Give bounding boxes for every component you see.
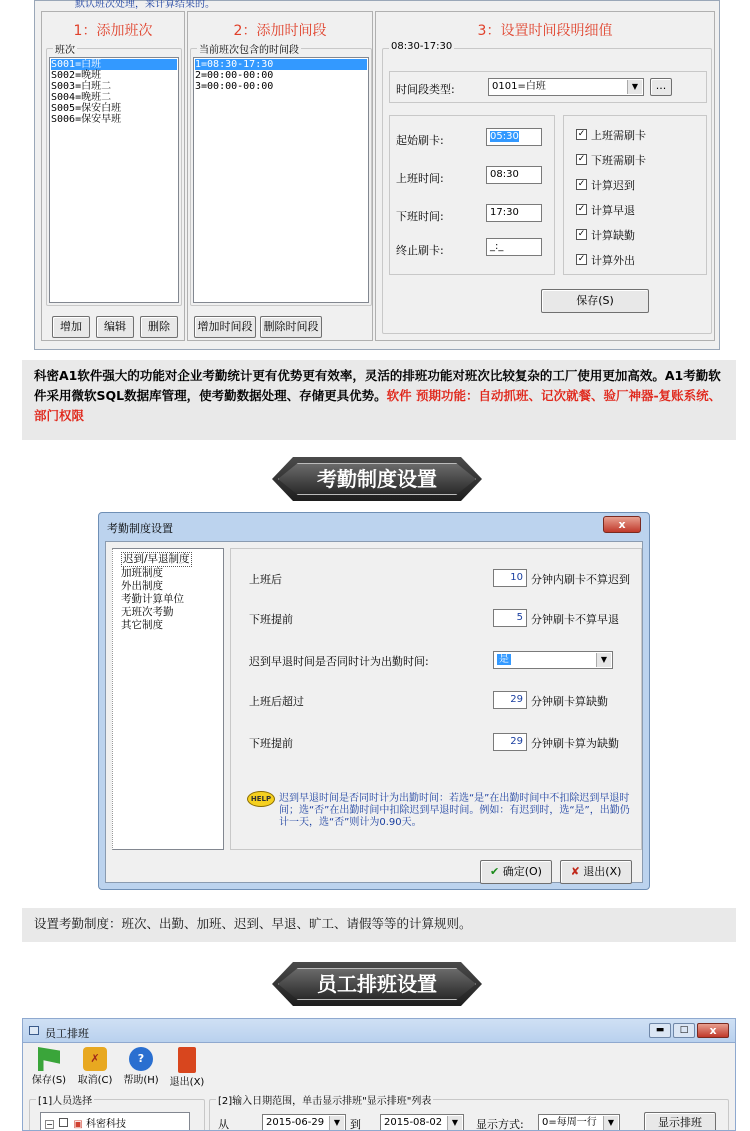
- rules-titlebar: [99, 513, 649, 539]
- help-badge-text: HELP: [250, 795, 272, 803]
- list-item[interactable]: S004=晚班二: [51, 92, 112, 103]
- rules-body: [105, 541, 643, 883]
- ok-button-label: 确定(O): [502, 865, 542, 878]
- combined-value: 是: [499, 654, 509, 665]
- absent-late-input[interactable]: 29: [493, 691, 527, 709]
- rule-suffix: 分钟刷卡不算早退: [531, 613, 619, 626]
- chevron-down-icon[interactable]: ▼: [627, 80, 642, 94]
- work-start-label: 上班时间:: [396, 172, 444, 185]
- combined-label: 迟到早退时间是否同时计为出勤时间:: [249, 655, 429, 668]
- toolbar-save[interactable]: [31, 1047, 67, 1091]
- option-label: 计算缺勤: [591, 228, 635, 242]
- chevron-down-icon[interactable]: ▼: [596, 653, 611, 667]
- period-type-select[interactable]: [488, 78, 644, 96]
- period-type-label: 时间段类型:: [396, 83, 455, 96]
- toolbar-help[interactable]: [123, 1047, 159, 1091]
- toolbar-cancel[interactable]: [77, 1047, 113, 1091]
- delete-period-button[interactable]: 删除时间段: [260, 316, 322, 338]
- work-end-input[interactable]: 17:30: [486, 204, 542, 222]
- absent-early-input[interactable]: 29: [493, 733, 527, 751]
- tree-item[interactable]: 迟到/早退制度: [123, 553, 190, 565]
- close-icon: ✘: [570, 865, 580, 878]
- delete-shift-button[interactable]: 删除: [140, 316, 178, 338]
- rules-window-title: 考勤制度设置: [107, 522, 173, 535]
- schedule-toolbar: [31, 1047, 205, 1091]
- tree-item[interactable]: 加班制度: [121, 567, 163, 579]
- list-item[interactable]: S001=白班: [51, 59, 177, 70]
- maximize-button[interactable]: [673, 1023, 695, 1038]
- time-box: [389, 115, 555, 275]
- period-type-box: [389, 71, 707, 103]
- description-1-text: 科密A1软件强大的功能对企业考勤统计更有优势更有效率，灵活的排班功能对班次比较复杂的工厂使用更加高效。A1考勤软件采用微软SQL数据库管理，使考勤数据处理、存储更具优势。: [34, 368, 721, 403]
- exit-button[interactable]: [560, 860, 632, 884]
- option-checkbox[interactable]: [576, 172, 706, 197]
- to-date-input[interactable]: [380, 1114, 464, 1131]
- start-punch-label: 起始刷卡:: [396, 134, 444, 147]
- option-label: 计算外出: [591, 253, 635, 267]
- rules-tree[interactable]: [112, 548, 224, 850]
- description-2-text: 设置考勤制度：班次、出勤、加班、迟到、早退、旷工、请假等等的计算规则。: [34, 916, 472, 931]
- list-item[interactable]: 1=08:30-17:30: [195, 59, 367, 70]
- panel-period-detail: [375, 11, 715, 341]
- tree-root-label[interactable]: 科密科技: [86, 1119, 127, 1130]
- option-checkbox[interactable]: [576, 197, 706, 222]
- banner-rules: [272, 457, 482, 501]
- to-label: 到: [350, 1118, 361, 1131]
- shift-group-label: 班次: [53, 41, 77, 56]
- toolbar-exit[interactable]: [169, 1047, 205, 1091]
- from-date-value: 2015-06-29: [266, 1117, 325, 1128]
- schedule-window: [22, 1018, 736, 1131]
- exit-door-icon: [178, 1047, 196, 1073]
- option-label: 计算早退: [591, 203, 635, 217]
- options-box: [563, 115, 707, 275]
- step3-title: 3：设置时间段明细值: [477, 23, 613, 39]
- description-2: [22, 908, 736, 942]
- chevron-down-icon[interactable]: ▼: [603, 1116, 618, 1130]
- schedule-window-title: 员工排班: [45, 1027, 89, 1040]
- rule-label: 下班提前: [249, 737, 293, 750]
- person-tree[interactable]: [40, 1112, 190, 1131]
- list-item[interactable]: 3=00:00-00:00: [195, 81, 274, 92]
- end-punch-label: 终止刷卡:: [396, 244, 444, 257]
- shift-window: [34, 0, 720, 350]
- top-note: 默认班次处理，来计算结果的。: [75, 0, 215, 10]
- org-icon: ▣: [73, 1119, 83, 1130]
- start-punch-value: 05:30: [490, 131, 519, 142]
- checkbox-icon[interactable]: [59, 1118, 68, 1127]
- rule-label: 下班提前: [249, 613, 293, 626]
- checkbox-checked-icon[interactable]: ✓: [577, 129, 586, 139]
- close-button[interactable]: [697, 1023, 729, 1038]
- option-label: 下班需刷卡: [591, 153, 646, 167]
- option-checkbox[interactable]: [576, 247, 706, 272]
- person-group-label: [1]人员选择: [36, 1092, 94, 1107]
- rules-form: [230, 548, 642, 850]
- period-group: [190, 45, 372, 306]
- period-list[interactable]: [193, 57, 369, 303]
- period-group-label: 当前班次包含的时间段: [197, 41, 301, 56]
- from-date-input[interactable]: [262, 1114, 346, 1131]
- step2-title: 2：添加时间段: [233, 23, 327, 39]
- toolbar-exit-label: 退出(X): [169, 1077, 205, 1088]
- option-label: 上班需刷卡: [591, 128, 646, 142]
- browse-button[interactable]: ...: [650, 78, 672, 96]
- panel-add-period: [187, 11, 373, 341]
- description-1-highlight: 软件 预期功能：自动抓班、记次就餐、验厂神器-复账系统、部门权限: [34, 388, 722, 423]
- checkbox-checked-icon[interactable]: ✓: [577, 254, 586, 264]
- combined-select[interactable]: [493, 651, 613, 669]
- shift-group: [46, 45, 182, 306]
- help-icon: [247, 791, 275, 807]
- option-checkbox[interactable]: [576, 222, 706, 247]
- range-group-label: [2]输入日期范围，单击显示排班"显示排班"列表: [216, 1092, 433, 1107]
- cancel-icon: ✗: [83, 1047, 107, 1071]
- toolbar-cancel-label: 取消(C): [77, 1075, 113, 1086]
- from-label: 从: [218, 1118, 229, 1131]
- list-item[interactable]: S006=保安早班: [51, 114, 122, 125]
- work-start-input[interactable]: 08:30: [486, 166, 542, 184]
- panel-add-shift: [41, 11, 185, 341]
- checkbox-checked-icon[interactable]: ✓: [577, 204, 586, 214]
- person-group: [29, 1096, 205, 1131]
- detail-group-label: 08:30-17:30: [391, 41, 453, 52]
- list-item[interactable]: S002=晚班: [51, 70, 102, 81]
- mode-value: 0=每周一行: [542, 1117, 597, 1128]
- checkbox-checked-icon[interactable]: ✓: [577, 179, 586, 189]
- minimize-icon[interactable]: ▬: [655, 1025, 665, 1035]
- work-end-label: 下班时间:: [396, 210, 444, 223]
- check-icon: ✔: [490, 865, 500, 878]
- rule-label: 上班后: [249, 573, 282, 586]
- checkbox-checked-icon[interactable]: ✓: [577, 229, 586, 239]
- save-flag-icon: [38, 1047, 60, 1071]
- add-shift-button[interactable]: 增加: [52, 316, 90, 338]
- chevron-down-icon[interactable]: ▼: [447, 1116, 462, 1130]
- save-button[interactable]: 保存(S): [541, 289, 649, 313]
- tree-item[interactable]: 外出制度: [121, 580, 163, 592]
- banner-rules-title: 考勤制度设置: [317, 467, 437, 491]
- checkbox-checked-icon[interactable]: ✓: [577, 154, 586, 164]
- rule-suffix: 分钟刷卡算为缺勤: [531, 737, 619, 750]
- option-checkbox[interactable]: [576, 147, 706, 172]
- early-minutes-input[interactable]: 5: [493, 609, 527, 627]
- rule-suffix: 分钟刷卡算缺勤: [531, 695, 608, 708]
- mode-select[interactable]: [538, 1114, 620, 1131]
- toolbar-help-label: 帮助(H): [123, 1075, 159, 1086]
- toolbar-save-label: 保存(S): [31, 1075, 67, 1086]
- shift-list[interactable]: [49, 57, 179, 303]
- period-type-value: 0101=白班: [492, 81, 546, 92]
- ok-button[interactable]: [480, 860, 552, 884]
- window-icon: [29, 1026, 39, 1035]
- description-1: [22, 360, 736, 440]
- help-circle-icon: ?: [129, 1047, 153, 1071]
- rules-window: [98, 512, 650, 890]
- to-date-value: 2015-08-02: [384, 1117, 443, 1128]
- expand-icon[interactable]: −: [46, 1120, 53, 1129]
- rule-label: 上班后超过: [249, 695, 304, 708]
- close-button[interactable]: [603, 516, 641, 533]
- option-checkbox[interactable]: [576, 122, 706, 147]
- end-punch-input[interactable]: _:_: [486, 238, 542, 256]
- help-text: 迟到早退时间是否同时计为出勤时间：若选“是”在出勤时间中不扣除迟到早退时间；选“否”在出勤时间中扣除迟到早退时间。例如：有迟到时，选“是”，出勤仍计一天，选“否”则计为0.90天。: [279, 793, 630, 828]
- banner-schedule: [272, 962, 482, 1006]
- list-item[interactable]: 2=00:00-00:00: [195, 70, 274, 81]
- banner-schedule-title: 员工排班设置: [317, 972, 437, 996]
- range-group: [209, 1096, 729, 1131]
- start-punch-input[interactable]: [486, 128, 542, 146]
- schedule-titlebar: [23, 1019, 735, 1043]
- show-schedule-button[interactable]: 显示排班: [644, 1112, 716, 1131]
- maximize-icon[interactable]: □: [679, 1025, 689, 1035]
- chevron-down-icon[interactable]: ▼: [329, 1116, 344, 1130]
- add-period-button[interactable]: 增加时间段: [194, 316, 256, 338]
- edit-shift-button[interactable]: 编辑: [96, 316, 134, 338]
- tree-item[interactable]: 考勤计算单位: [121, 593, 184, 605]
- list-item[interactable]: S005=保安白班: [51, 103, 122, 114]
- tree-item[interactable]: 无班次考勤: [121, 606, 174, 618]
- close-icon[interactable]: x: [709, 1024, 717, 1037]
- minimize-button[interactable]: [649, 1023, 671, 1038]
- option-label: 计算迟到: [591, 178, 635, 192]
- exit-button-label: 退出(X): [583, 865, 622, 878]
- step1-title: 1：添加班次: [73, 23, 153, 39]
- tree-item[interactable]: 其它制度: [121, 619, 163, 631]
- detail-group: [382, 41, 712, 334]
- close-icon[interactable]: x: [618, 518, 626, 531]
- late-minutes-input[interactable]: 10: [493, 569, 527, 587]
- list-item[interactable]: S003=白班二: [51, 81, 112, 92]
- mode-label: 显示方式:: [476, 1118, 524, 1131]
- rule-suffix: 分钟内刷卡不算迟到: [531, 573, 630, 586]
